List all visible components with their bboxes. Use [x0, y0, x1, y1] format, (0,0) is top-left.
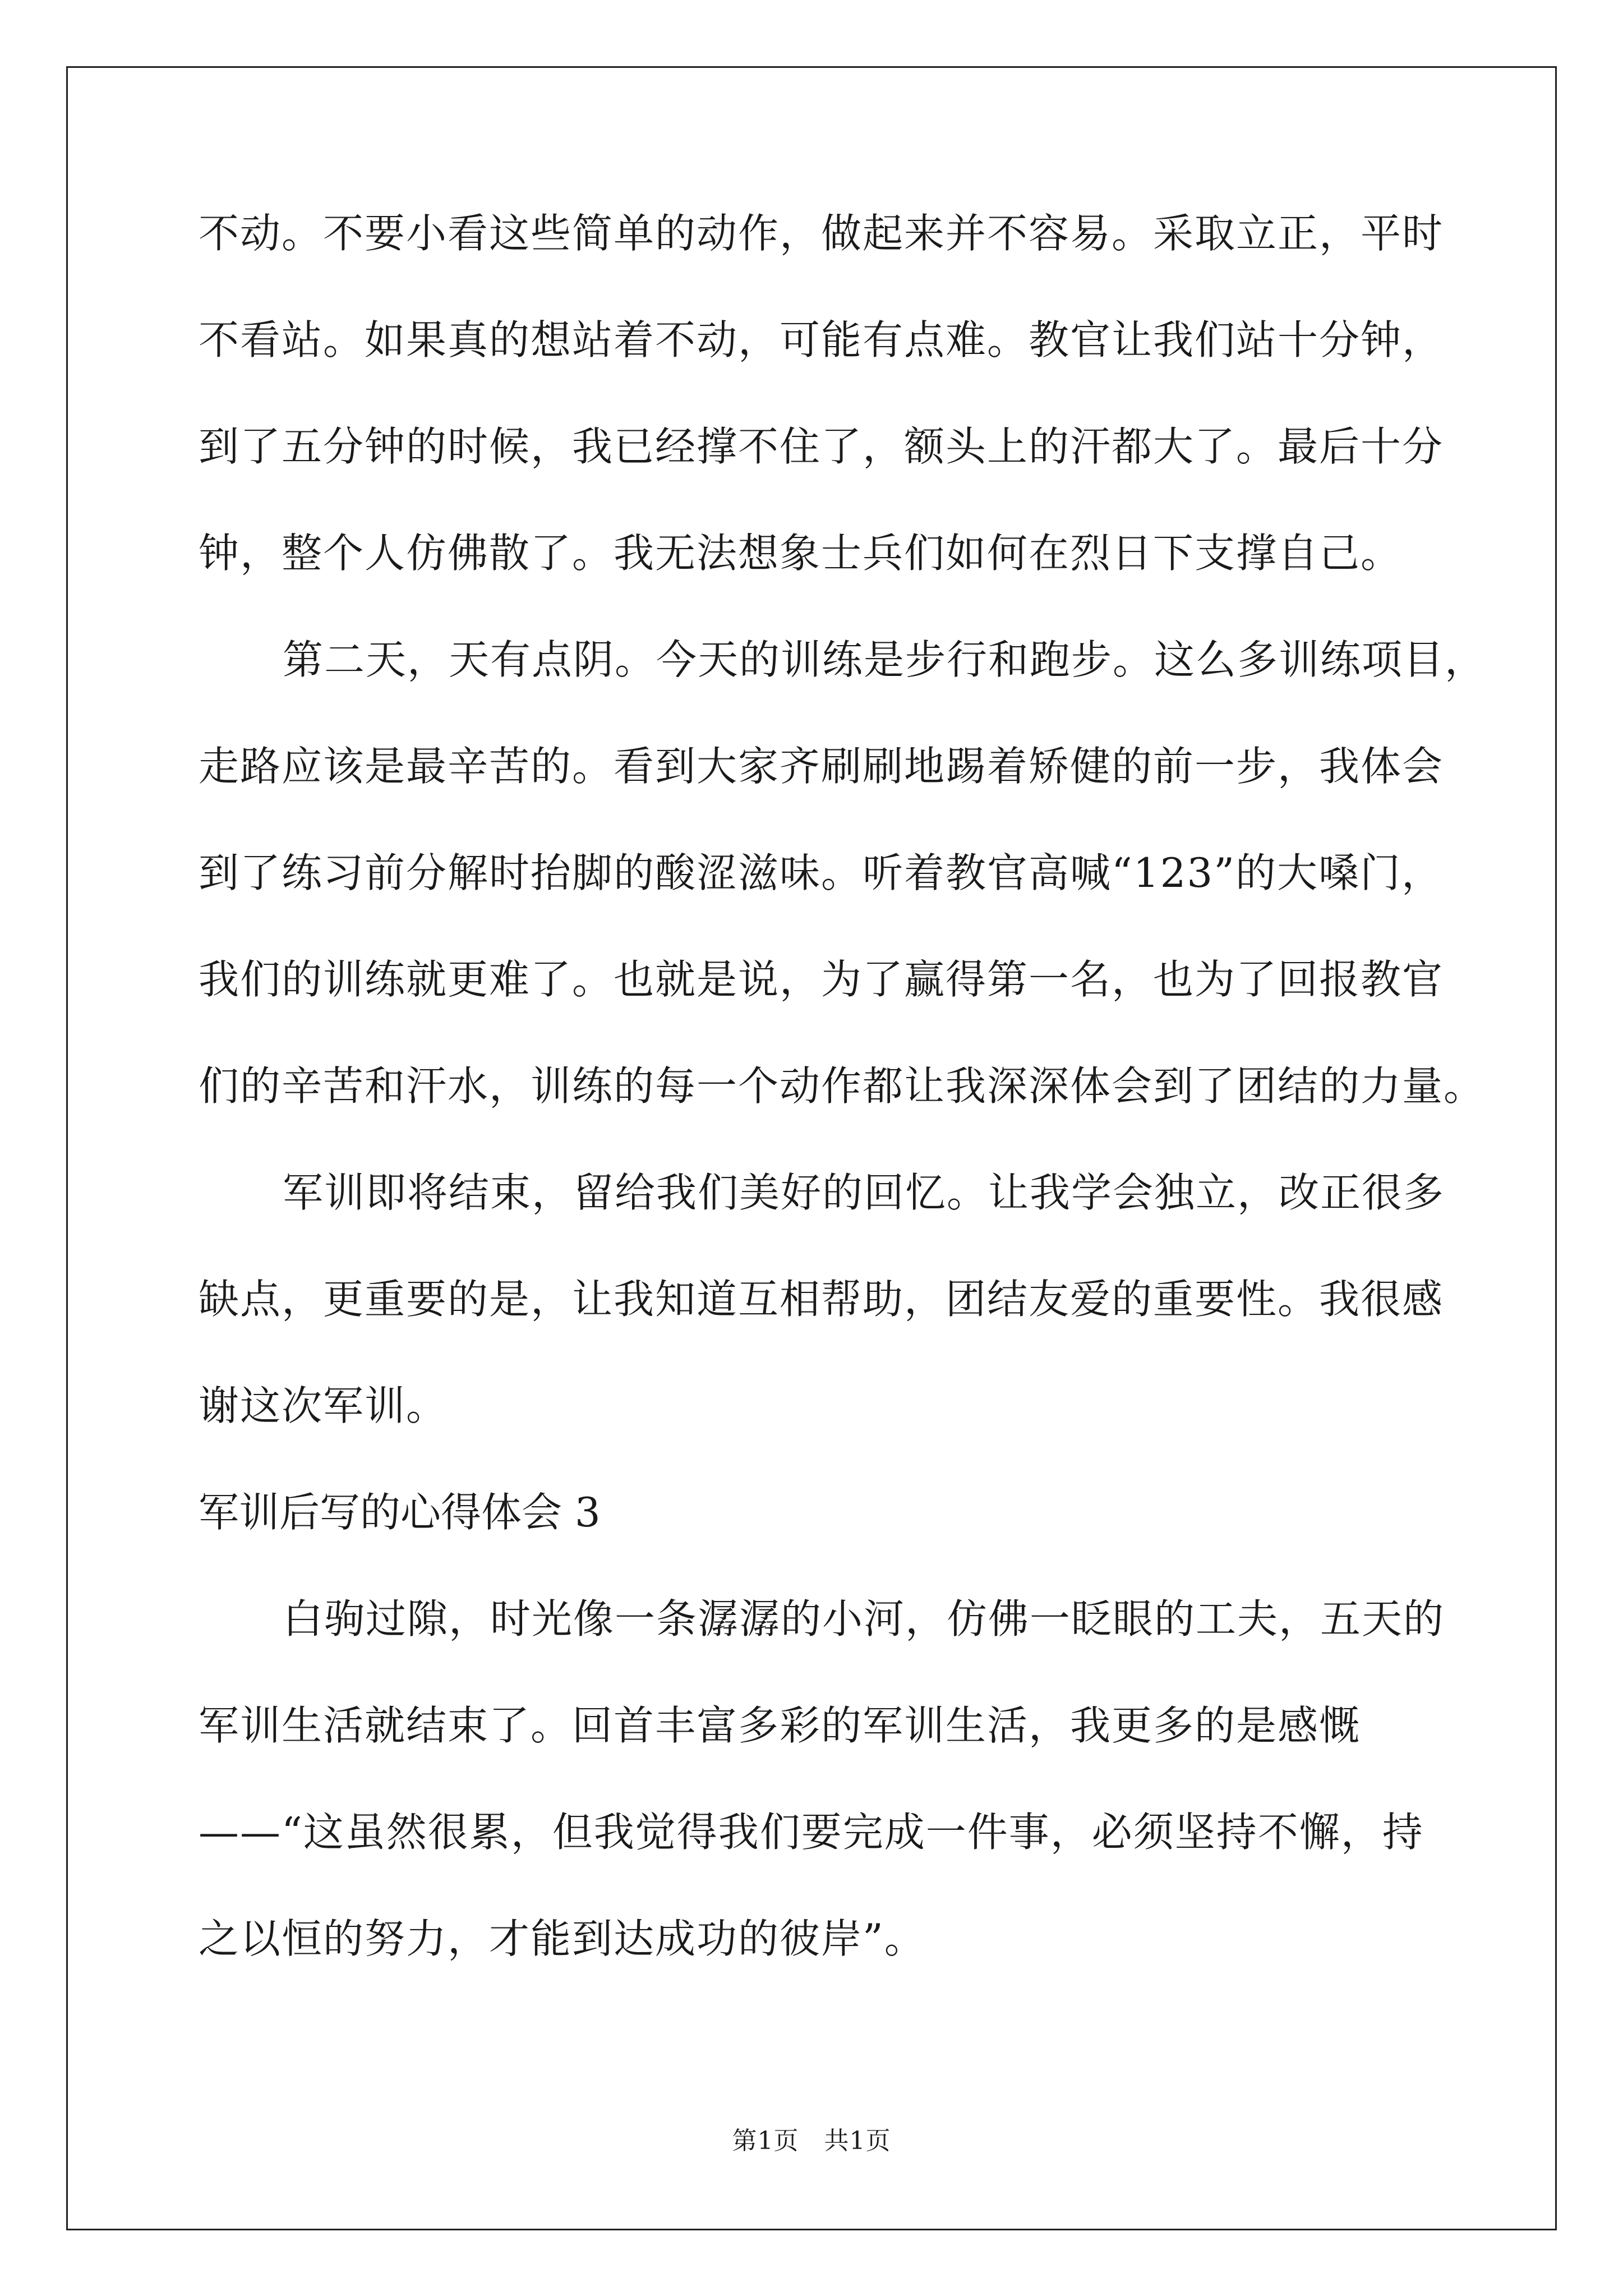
text-line: 之以恒的努力，才能到达成功的彼岸”。: [199, 1915, 926, 1962]
page-number: 第1页: [732, 2127, 799, 2155]
text-line: 不动。不要小看这些简单的动作，做起来并不容易。采取立正，平时: [199, 210, 1444, 257]
page-footer: [0, 2127, 1623, 2155]
text-line: 到了五分钟的时候，我已经撑不住了，额头上的汗都大了。最后十分: [199, 423, 1444, 470]
document-body: [199, 210, 1487, 2025]
text-line: 到了练习前分解时抬脚的酸涩滋味。听着教官高喊“123”的大嗓门，: [199, 849, 1444, 896]
paragraph-start-line: 军训即将结束，留给我们美好的回忆。让我学会独立，改正很多: [283, 1169, 1445, 1216]
paragraph-start-line: 白驹过隙，时光像一条潺潺的小河，仿佛一眨眼的工夫，五天的: [283, 1595, 1445, 1642]
text-line: 军训生活就结束了。回首丰富多彩的军训生活，我更多的是感慨: [199, 1702, 1361, 1749]
section-heading: 军训后写的心得体会 3: [199, 1489, 601, 1536]
text-line: ——“这虽然很累，但我觉得我们要完成一件事，必须坚持不懈，持: [199, 1809, 1424, 1856]
page-total: 共1页: [824, 2127, 891, 2155]
text-line: 我们的训练就更难了。也就是说，为了赢得第一名，也为了回报教官: [199, 956, 1444, 1003]
text-line: 不看站。如果真的想站着不动，可能有点难。教官让我们站十分钟，: [199, 316, 1444, 364]
text-line: 走路应该是最辛苦的。看到大家齐刷刷地踢着矫健的前一步，我体会: [199, 743, 1444, 790]
text-line: 缺点，更重要的是，让我知道互相帮助，团结友爱的重要性。我很感: [199, 1276, 1444, 1323]
paragraph-start-line: 第二天，天有点阴。今天的训练是步行和跑步。这么多训练项目，: [283, 636, 1487, 683]
text-line: 们的辛苦和汗水，训练的每一个动作都让我深深体会到了团结的力量。: [199, 1062, 1486, 1110]
text-line: 钟，整个人仿佛散了。我无法想象士兵们如何在烈日下支撑自己。: [199, 530, 1403, 577]
text-line: 谢这次军训。: [199, 1382, 448, 1429]
